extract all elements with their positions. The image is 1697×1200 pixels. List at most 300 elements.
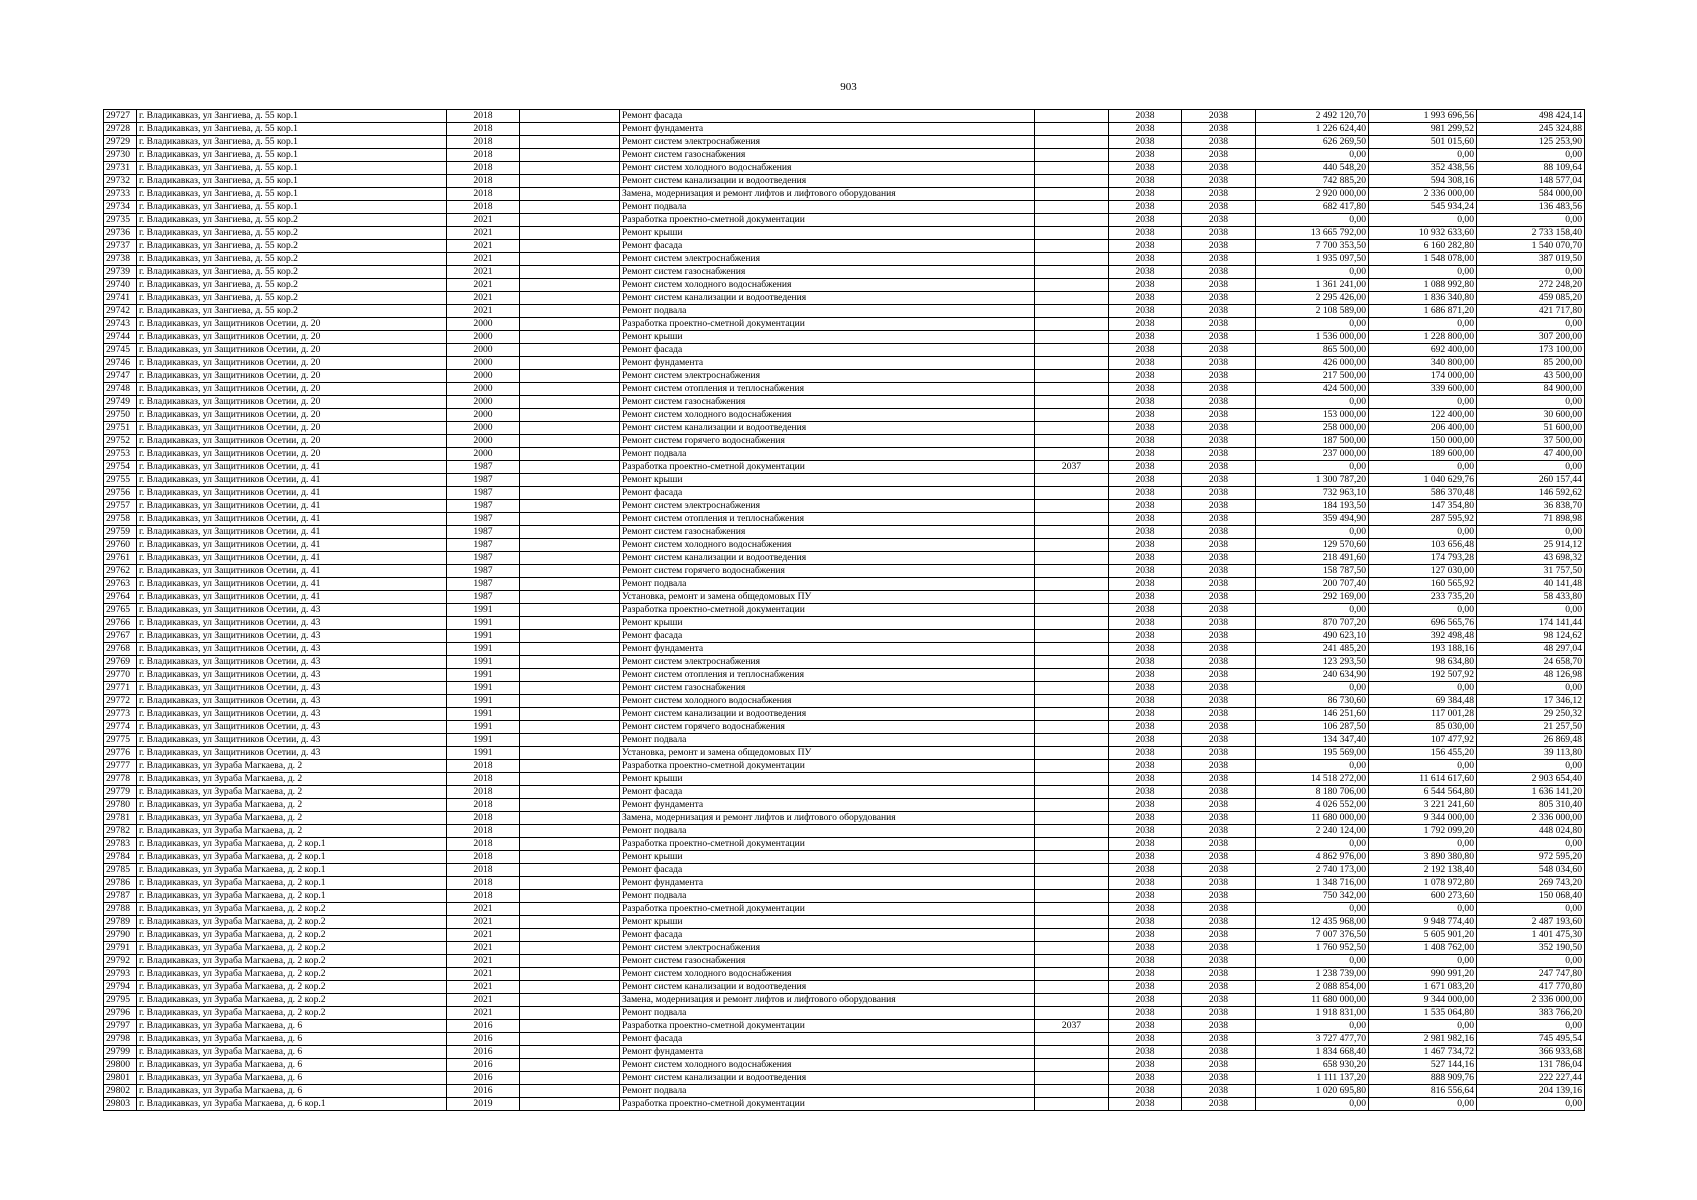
- planned-year-cell: [1035, 1085, 1109, 1098]
- end-year-cell: 2038: [1182, 812, 1256, 825]
- planned-year-cell: [1035, 812, 1109, 825]
- row-number-cell: 29797: [104, 1020, 137, 1033]
- planned-year-cell: [1035, 240, 1109, 253]
- end-year-cell: 2038: [1182, 474, 1256, 487]
- row-number-cell: 29801: [104, 1072, 137, 1085]
- table-row: [104, 318, 1585, 331]
- table-row: [104, 851, 1585, 864]
- fund-cost-cell: 189 600,00: [1369, 448, 1477, 461]
- total-cost-cell: 0,00: [1256, 682, 1369, 695]
- blank-cell: [520, 864, 620, 877]
- address-cell: г. Владикавказ, ул Защитников Осетии, д. 20: [137, 435, 447, 448]
- end-year-cell: 2038: [1182, 643, 1256, 656]
- table-row: [104, 214, 1585, 227]
- planned-year-cell: [1035, 1098, 1109, 1111]
- row-number-cell: 29803: [104, 1098, 137, 1111]
- address-cell: г. Владикавказ, ул Защитников Осетии, д. 41: [137, 591, 447, 604]
- blank-cell: [520, 877, 620, 890]
- row-number-cell: 29792: [104, 955, 137, 968]
- owner-cost-cell: 307 200,00: [1477, 331, 1585, 344]
- total-cost-cell: 11 680 000,00: [1256, 812, 1369, 825]
- fund-cost-cell: 1 792 099,20: [1369, 825, 1477, 838]
- year-built-cell: 2018: [447, 838, 520, 851]
- start-year-cell: 2038: [1109, 279, 1182, 292]
- table-row: [104, 435, 1585, 448]
- fund-cost-cell: 1 836 340,80: [1369, 292, 1477, 305]
- work-type-cell: Установка, ремонт и замена общедомовых ПУ: [620, 747, 1035, 760]
- start-year-cell: 2038: [1109, 331, 1182, 344]
- blank-cell: [520, 1033, 620, 1046]
- total-cost-cell: 184 193,50: [1256, 500, 1369, 513]
- work-type-cell: Разработка проектно-сметной документации: [620, 1098, 1035, 1111]
- end-year-cell: 2038: [1182, 682, 1256, 695]
- year-built-cell: 2021: [447, 227, 520, 240]
- planned-year-cell: [1035, 721, 1109, 734]
- blank-cell: [520, 175, 620, 188]
- planned-year-cell: [1035, 1072, 1109, 1085]
- total-cost-cell: 626 269,50: [1256, 136, 1369, 149]
- table-row: [104, 396, 1585, 409]
- start-year-cell: 2038: [1109, 773, 1182, 786]
- blank-cell: [520, 942, 620, 955]
- table-row: [104, 617, 1585, 630]
- address-cell: г. Владикавказ, ул Зураба Магкаева, д. 2 кор.2: [137, 942, 447, 955]
- end-year-cell: 2038: [1182, 240, 1256, 253]
- table-row: [104, 149, 1585, 162]
- planned-year-cell: [1035, 578, 1109, 591]
- blank-cell: [520, 669, 620, 682]
- row-number-cell: 29799: [104, 1046, 137, 1059]
- table-row: [104, 305, 1585, 318]
- blank-cell: [520, 1072, 620, 1085]
- start-year-cell: 2038: [1109, 175, 1182, 188]
- address-cell: г. Владикавказ, ул Защитников Осетии, д. 20: [137, 357, 447, 370]
- fund-cost-cell: 586 370,48: [1369, 487, 1477, 500]
- table-row: [104, 773, 1585, 786]
- year-built-cell: 2018: [447, 877, 520, 890]
- fund-cost-cell: 287 595,92: [1369, 513, 1477, 526]
- fund-cost-cell: 174 793,28: [1369, 552, 1477, 565]
- planned-year-cell: [1035, 136, 1109, 149]
- table-row: [104, 591, 1585, 604]
- row-number-cell: 29800: [104, 1059, 137, 1072]
- end-year-cell: 2038: [1182, 266, 1256, 279]
- address-cell: г. Владикавказ, ул Зураба Магкаева, д. 6: [137, 1020, 447, 1033]
- address-cell: г. Владикавказ, ул Защитников Осетии, д. 43: [137, 643, 447, 656]
- row-number-cell: 29795: [104, 994, 137, 1007]
- work-type-cell: Ремонт фасада: [620, 786, 1035, 799]
- blank-cell: [520, 370, 620, 383]
- blank-cell: [520, 474, 620, 487]
- total-cost-cell: 865 500,00: [1256, 344, 1369, 357]
- row-number-cell: 29754: [104, 461, 137, 474]
- work-type-cell: Ремонт подвала: [620, 734, 1035, 747]
- table-row: [104, 266, 1585, 279]
- start-year-cell: 2038: [1109, 903, 1182, 916]
- work-type-cell: Ремонт систем холодного водоснабжения: [620, 279, 1035, 292]
- fund-cost-cell: 0,00: [1369, 149, 1477, 162]
- work-type-cell: Ремонт систем канализации и водоотведения: [620, 708, 1035, 721]
- work-type-cell: Ремонт систем холодного водоснабжения: [620, 1059, 1035, 1072]
- row-number-cell: 29736: [104, 227, 137, 240]
- total-cost-cell: 1 238 739,00: [1256, 968, 1369, 981]
- year-built-cell: 2021: [447, 266, 520, 279]
- total-cost-cell: 7 007 376,50: [1256, 929, 1369, 942]
- work-type-cell: Ремонт подвала: [620, 305, 1035, 318]
- fund-cost-cell: 1 078 972,80: [1369, 877, 1477, 890]
- end-year-cell: 2038: [1182, 110, 1256, 123]
- end-year-cell: 2038: [1182, 851, 1256, 864]
- blank-cell: [520, 162, 620, 175]
- work-type-cell: Ремонт систем электроснабжения: [620, 942, 1035, 955]
- blank-cell: [520, 461, 620, 474]
- total-cost-cell: 2 108 589,00: [1256, 305, 1369, 318]
- fund-cost-cell: 103 656,48: [1369, 539, 1477, 552]
- start-year-cell: 2038: [1109, 526, 1182, 539]
- fund-cost-cell: 816 556,64: [1369, 1085, 1477, 1098]
- work-type-cell: Разработка проектно-сметной документации: [620, 604, 1035, 617]
- total-cost-cell: 0,00: [1256, 461, 1369, 474]
- owner-cost-cell: 2 733 158,40: [1477, 227, 1585, 240]
- address-cell: г. Владикавказ, ул Зангиева, д. 55 кор.2: [137, 214, 447, 227]
- year-built-cell: 2018: [447, 123, 520, 136]
- work-type-cell: Ремонт фундамента: [620, 799, 1035, 812]
- table-row: [104, 565, 1585, 578]
- row-number-cell: 29737: [104, 240, 137, 253]
- blank-cell: [520, 149, 620, 162]
- planned-year-cell: [1035, 201, 1109, 214]
- end-year-cell: 2038: [1182, 708, 1256, 721]
- work-type-cell: Ремонт крыши: [620, 916, 1035, 929]
- fund-cost-cell: 888 909,76: [1369, 1072, 1477, 1085]
- work-type-cell: Ремонт фасада: [620, 240, 1035, 253]
- end-year-cell: 2038: [1182, 201, 1256, 214]
- planned-year-cell: [1035, 760, 1109, 773]
- fund-cost-cell: 1 548 078,00: [1369, 253, 1477, 266]
- end-year-cell: 2038: [1182, 617, 1256, 630]
- start-year-cell: 2038: [1109, 318, 1182, 331]
- blank-cell: [520, 227, 620, 240]
- year-built-cell: 1991: [447, 643, 520, 656]
- total-cost-cell: 4 026 552,00: [1256, 799, 1369, 812]
- total-cost-cell: 8 180 706,00: [1256, 786, 1369, 799]
- table-row: [104, 110, 1585, 123]
- owner-cost-cell: 387 019,50: [1477, 253, 1585, 266]
- row-number-cell: 29759: [104, 526, 137, 539]
- start-year-cell: 2038: [1109, 890, 1182, 903]
- blank-cell: [520, 409, 620, 422]
- end-year-cell: 2038: [1182, 773, 1256, 786]
- address-cell: г. Владикавказ, ул Зангиева, д. 55 кор.2: [137, 279, 447, 292]
- planned-year-cell: [1035, 630, 1109, 643]
- planned-year-cell: [1035, 344, 1109, 357]
- blank-cell: [520, 383, 620, 396]
- end-year-cell: 2038: [1182, 370, 1256, 383]
- row-number-cell: 29749: [104, 396, 137, 409]
- planned-year-cell: [1035, 539, 1109, 552]
- blank-cell: [520, 1020, 620, 1033]
- planned-year-cell: [1035, 864, 1109, 877]
- work-type-cell: Ремонт систем канализации и водоотведения: [620, 422, 1035, 435]
- end-year-cell: 2038: [1182, 422, 1256, 435]
- blank-cell: [520, 916, 620, 929]
- total-cost-cell: 750 342,00: [1256, 890, 1369, 903]
- year-built-cell: 1987: [447, 539, 520, 552]
- end-year-cell: 2038: [1182, 162, 1256, 175]
- blank-cell: [520, 786, 620, 799]
- total-cost-cell: 426 000,00: [1256, 357, 1369, 370]
- owner-cost-cell: 0,00: [1477, 1020, 1585, 1033]
- row-number-cell: 29785: [104, 864, 137, 877]
- fund-cost-cell: 85 030,00: [1369, 721, 1477, 734]
- owner-cost-cell: 125 253,90: [1477, 136, 1585, 149]
- year-built-cell: 2021: [447, 916, 520, 929]
- planned-year-cell: [1035, 552, 1109, 565]
- year-built-cell: 2000: [447, 331, 520, 344]
- work-type-cell: Разработка проектно-сметной документации: [620, 903, 1035, 916]
- start-year-cell: 2038: [1109, 760, 1182, 773]
- planned-year-cell: [1035, 513, 1109, 526]
- owner-cost-cell: 1 540 070,70: [1477, 240, 1585, 253]
- start-year-cell: 2038: [1109, 929, 1182, 942]
- work-type-cell: Ремонт крыши: [620, 617, 1035, 630]
- address-cell: г. Владикавказ, ул Зангиева, д. 55 кор.1: [137, 188, 447, 201]
- table-row: [104, 916, 1585, 929]
- table-row: [104, 409, 1585, 422]
- planned-year-cell: [1035, 396, 1109, 409]
- row-number-cell: 29758: [104, 513, 137, 526]
- start-year-cell: 2038: [1109, 292, 1182, 305]
- row-number-cell: 29730: [104, 149, 137, 162]
- start-year-cell: 2038: [1109, 799, 1182, 812]
- address-cell: г. Владикавказ, ул Зураба Магкаева, д. 2 кор.2: [137, 968, 447, 981]
- year-built-cell: 1991: [447, 656, 520, 669]
- row-number-cell: 29734: [104, 201, 137, 214]
- row-number-cell: 29732: [104, 175, 137, 188]
- end-year-cell: 2038: [1182, 1072, 1256, 1085]
- start-year-cell: 2038: [1109, 149, 1182, 162]
- blank-cell: [520, 890, 620, 903]
- owner-cost-cell: 0,00: [1477, 318, 1585, 331]
- start-year-cell: 2038: [1109, 214, 1182, 227]
- fund-cost-cell: 1 686 871,20: [1369, 305, 1477, 318]
- row-number-cell: 29780: [104, 799, 137, 812]
- owner-cost-cell: 1 401 475,30: [1477, 929, 1585, 942]
- row-number-cell: 29752: [104, 435, 137, 448]
- year-built-cell: 2021: [447, 955, 520, 968]
- owner-cost-cell: 39 113,80: [1477, 747, 1585, 760]
- work-type-cell: Ремонт систем холодного водоснабжения: [620, 539, 1035, 552]
- end-year-cell: 2038: [1182, 292, 1256, 305]
- row-number-cell: 29751: [104, 422, 137, 435]
- address-cell: г. Владикавказ, ул Защитников Осетии, д. 20: [137, 383, 447, 396]
- total-cost-cell: 0,00: [1256, 214, 1369, 227]
- end-year-cell: 2038: [1182, 409, 1256, 422]
- table-row: [104, 292, 1585, 305]
- table-row: [104, 929, 1585, 942]
- blank-cell: [520, 279, 620, 292]
- planned-year-cell: [1035, 708, 1109, 721]
- owner-cost-cell: 51 600,00: [1477, 422, 1585, 435]
- address-cell: г. Владикавказ, ул Зураба Магкаева, д. 2 кор.2: [137, 916, 447, 929]
- address-cell: г. Владикавказ, ул Защитников Осетии, д. 41: [137, 500, 447, 513]
- table-row: [104, 448, 1585, 461]
- end-year-cell: 2038: [1182, 929, 1256, 942]
- work-type-cell: Ремонт подвала: [620, 578, 1035, 591]
- owner-cost-cell: 269 743,20: [1477, 877, 1585, 890]
- fund-cost-cell: 107 477,92: [1369, 734, 1477, 747]
- row-number-cell: 29739: [104, 266, 137, 279]
- year-built-cell: 2018: [447, 851, 520, 864]
- end-year-cell: 2038: [1182, 734, 1256, 747]
- fund-cost-cell: 2 981 982,16: [1369, 1033, 1477, 1046]
- year-built-cell: 2018: [447, 773, 520, 786]
- address-cell: г. Владикавказ, ул Защитников Осетии, д. 43: [137, 669, 447, 682]
- work-type-cell: Ремонт крыши: [620, 851, 1035, 864]
- owner-cost-cell: 2 336 000,00: [1477, 994, 1585, 1007]
- end-year-cell: 2038: [1182, 604, 1256, 617]
- fund-cost-cell: 9 344 000,00: [1369, 812, 1477, 825]
- year-built-cell: 2000: [447, 344, 520, 357]
- fund-cost-cell: 0,00: [1369, 266, 1477, 279]
- planned-year-cell: [1035, 890, 1109, 903]
- year-built-cell: 2000: [447, 435, 520, 448]
- total-cost-cell: 12 435 968,00: [1256, 916, 1369, 929]
- year-built-cell: 2021: [447, 1007, 520, 1020]
- blank-cell: [520, 760, 620, 773]
- work-type-cell: Ремонт систем канализации и водоотведения: [620, 1072, 1035, 1085]
- start-year-cell: 2038: [1109, 630, 1182, 643]
- table-row: [104, 474, 1585, 487]
- address-cell: г. Владикавказ, ул Зангиева, д. 55 кор.1: [137, 136, 447, 149]
- total-cost-cell: 2 240 124,00: [1256, 825, 1369, 838]
- year-built-cell: 2021: [447, 981, 520, 994]
- total-cost-cell: 158 787,50: [1256, 565, 1369, 578]
- planned-year-cell: [1035, 591, 1109, 604]
- total-cost-cell: 0,00: [1256, 318, 1369, 331]
- table-row: [104, 760, 1585, 773]
- planned-year-cell: [1035, 409, 1109, 422]
- planned-year-cell: [1035, 175, 1109, 188]
- total-cost-cell: 237 000,00: [1256, 448, 1369, 461]
- start-year-cell: 2038: [1109, 136, 1182, 149]
- fund-cost-cell: 696 565,76: [1369, 617, 1477, 630]
- owner-cost-cell: 98 124,62: [1477, 630, 1585, 643]
- table-row: [104, 877, 1585, 890]
- start-year-cell: 2038: [1109, 188, 1182, 201]
- year-built-cell: 1991: [447, 734, 520, 747]
- total-cost-cell: 2 920 000,00: [1256, 188, 1369, 201]
- table-row: [104, 331, 1585, 344]
- year-built-cell: 1991: [447, 682, 520, 695]
- row-number-cell: 29744: [104, 331, 137, 344]
- fund-cost-cell: 600 273,60: [1369, 890, 1477, 903]
- address-cell: г. Владикавказ, ул Зангиева, д. 55 кор.2: [137, 253, 447, 266]
- start-year-cell: 2038: [1109, 565, 1182, 578]
- owner-cost-cell: 88 109,64: [1477, 162, 1585, 175]
- year-built-cell: 2018: [447, 825, 520, 838]
- owner-cost-cell: 0,00: [1477, 760, 1585, 773]
- table-row: [104, 1059, 1585, 1072]
- year-built-cell: 2018: [447, 110, 520, 123]
- blank-cell: [520, 214, 620, 227]
- blank-cell: [520, 123, 620, 136]
- owner-cost-cell: 805 310,40: [1477, 799, 1585, 812]
- work-type-cell: Ремонт фундамента: [620, 877, 1035, 890]
- blank-cell: [520, 929, 620, 942]
- owner-cost-cell: 260 157,44: [1477, 474, 1585, 487]
- blank-cell: [520, 266, 620, 279]
- fund-cost-cell: 98 634,80: [1369, 656, 1477, 669]
- work-type-cell: Ремонт фасада: [620, 929, 1035, 942]
- table-row: [104, 747, 1585, 760]
- table-row: [104, 253, 1585, 266]
- end-year-cell: 2038: [1182, 981, 1256, 994]
- blank-cell: [520, 565, 620, 578]
- year-built-cell: 1991: [447, 721, 520, 734]
- end-year-cell: 2038: [1182, 123, 1256, 136]
- owner-cost-cell: 40 141,48: [1477, 578, 1585, 591]
- address-cell: г. Владикавказ, ул Защитников Осетии, д. 41: [137, 487, 447, 500]
- owner-cost-cell: 136 483,56: [1477, 201, 1585, 214]
- address-cell: г. Владикавказ, ул Зураба Магкаева, д. 2 кор.2: [137, 994, 447, 1007]
- work-type-cell: Ремонт систем канализации и водоотведения: [620, 552, 1035, 565]
- total-cost-cell: 0,00: [1256, 604, 1369, 617]
- row-number-cell: 29794: [104, 981, 137, 994]
- owner-cost-cell: 0,00: [1477, 955, 1585, 968]
- year-built-cell: 2021: [447, 994, 520, 1007]
- total-cost-cell: 658 930,20: [1256, 1059, 1369, 1072]
- row-number-cell: 29774: [104, 721, 137, 734]
- owner-cost-cell: 0,00: [1477, 266, 1585, 279]
- address-cell: г. Владикавказ, ул Зангиева, д. 55 кор.1: [137, 162, 447, 175]
- total-cost-cell: 2 740 173,00: [1256, 864, 1369, 877]
- year-built-cell: 1987: [447, 513, 520, 526]
- fund-cost-cell: 392 498,48: [1369, 630, 1477, 643]
- blank-cell: [520, 1059, 620, 1072]
- blank-cell: [520, 201, 620, 214]
- table-row: [104, 136, 1585, 149]
- fund-cost-cell: 0,00: [1369, 955, 1477, 968]
- start-year-cell: 2038: [1109, 812, 1182, 825]
- end-year-cell: 2038: [1182, 786, 1256, 799]
- row-number-cell: 29748: [104, 383, 137, 396]
- address-cell: г. Владикавказ, ул Зангиева, д. 55 кор.2: [137, 240, 447, 253]
- fund-cost-cell: 1 408 762,00: [1369, 942, 1477, 955]
- total-cost-cell: 4 862 976,00: [1256, 851, 1369, 864]
- address-cell: г. Владикавказ, ул Зангиева, д. 55 кор.2: [137, 292, 447, 305]
- work-type-cell: Ремонт систем газоснабжения: [620, 149, 1035, 162]
- year-built-cell: 2021: [447, 968, 520, 981]
- year-built-cell: 2000: [447, 409, 520, 422]
- fund-cost-cell: 1 228 800,00: [1369, 331, 1477, 344]
- row-number-cell: 29783: [104, 838, 137, 851]
- row-number-cell: 29770: [104, 669, 137, 682]
- table-row: [104, 1007, 1585, 1020]
- fund-cost-cell: 340 800,00: [1369, 357, 1477, 370]
- total-cost-cell: 129 570,60: [1256, 539, 1369, 552]
- row-number-cell: 29764: [104, 591, 137, 604]
- end-year-cell: 2038: [1182, 500, 1256, 513]
- end-year-cell: 2038: [1182, 253, 1256, 266]
- owner-cost-cell: 2 903 654,40: [1477, 773, 1585, 786]
- blank-cell: [520, 1085, 620, 1098]
- total-cost-cell: 240 634,90: [1256, 669, 1369, 682]
- end-year-cell: 2038: [1182, 695, 1256, 708]
- row-number-cell: 29781: [104, 812, 137, 825]
- work-type-cell: Ремонт крыши: [620, 331, 1035, 344]
- year-built-cell: 2018: [447, 799, 520, 812]
